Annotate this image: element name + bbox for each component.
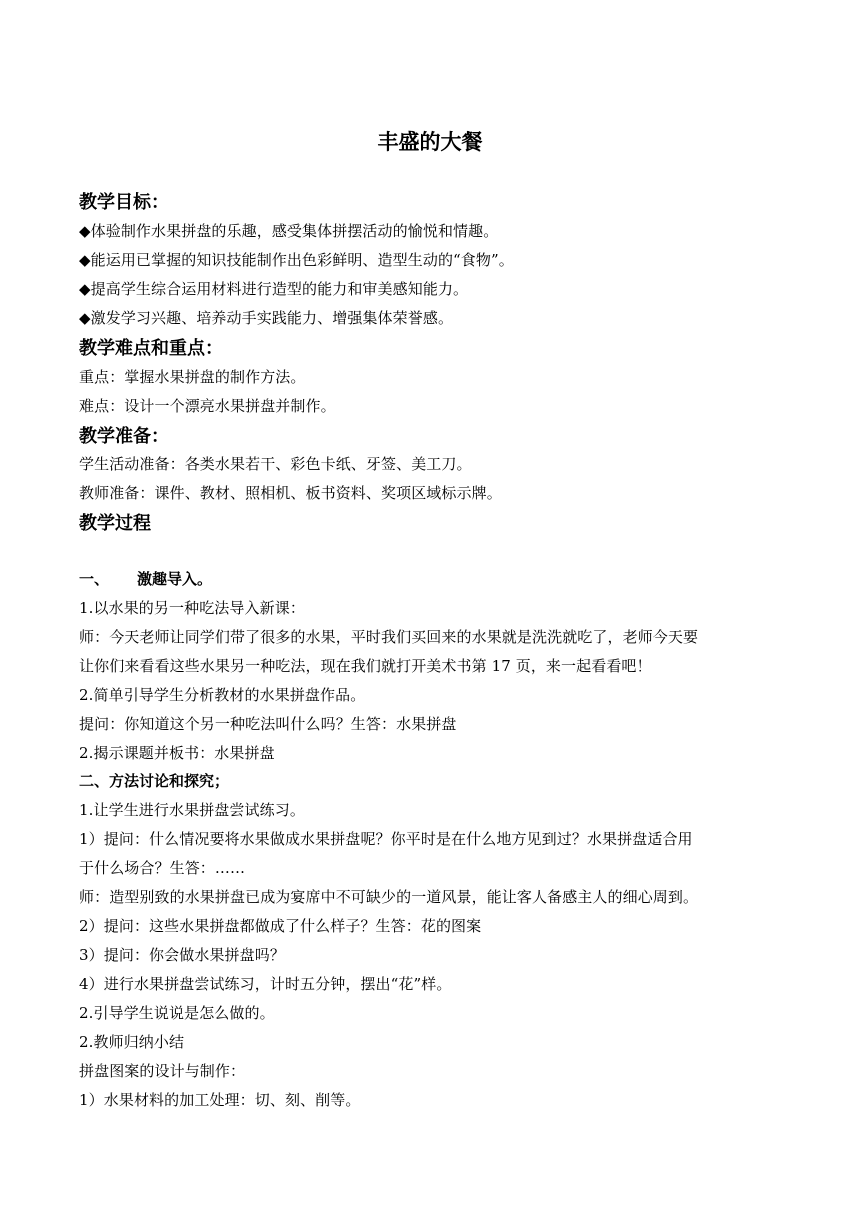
- step1-line: 2.简单引导学生分析教材的水果拼盘作品。: [79, 686, 366, 704]
- goal-item: ◆能运用已掌握的知识技能制作出色彩鲜明、造型生动的“食物”。: [79, 251, 514, 269]
- step1-number: 一、: [79, 570, 110, 588]
- goal-item: ◆激发学习兴趣、培养动手实践能力、增强集体荣誉感。: [79, 309, 454, 327]
- process-heading: 教学过程: [79, 513, 151, 534]
- goal-item: ◆体验制作水果拼盘的乐趣，感受集体拼摆活动的愉悦和情趣。: [79, 222, 499, 240]
- step2-line: 3）提问：你会做水果拼盘吗？: [79, 946, 285, 964]
- preparation-line: 学生活动准备：各类水果若干、彩色卡纸、牙签、美工刀。: [79, 455, 472, 473]
- key-points-heading: 教学难点和重点：: [79, 338, 223, 359]
- step2-line: 2.教师归纳小结: [79, 1033, 185, 1051]
- step2-line: 1.让学生进行水果拼盘尝试练习。: [79, 801, 305, 819]
- key-point-line: 重点：掌握水果拼盘的制作方法。: [79, 368, 306, 386]
- key-point-line: 难点：设计一个漂亮水果拼盘并制作。: [79, 397, 336, 415]
- step1-heading: [79, 568, 212, 589]
- step2-line: 师：造型别致的水果拼盘已成为宴席中不可缺少的一道风景，能让客人备感主人的细心周到。: [79, 888, 699, 906]
- step2-line: 2）提问：这些水果拼盘都做成了什么样子？生答：花的图案: [79, 917, 482, 935]
- step1-title: 激趣导入。: [137, 570, 213, 588]
- step1-line: 提问：你知道这个另一种吃法叫什么吗？生答：水果拼盘: [79, 715, 457, 733]
- document-title: 丰盛的大餐: [377, 130, 483, 154]
- step2-line: 1）水果材料的加工处理：切、刻、削等。: [79, 1091, 361, 1109]
- step1-line: 2.揭示课题并板书：水果拼盘: [79, 744, 275, 762]
- step2-line: 4）进行水果拼盘尝试练习，计时五分钟，摆出“花”样。: [79, 975, 452, 993]
- goals-heading: 教学目标：: [79, 192, 169, 213]
- step1-line: 师：今天老师让同学们带了很多的水果，平时我们买回来的水果就是洗洗就吃了，老师今天要: [79, 628, 699, 646]
- step2-line: 于什么场合？生答：……: [79, 859, 246, 877]
- step1-line: 让你们来看看这些水果另一种吃法，现在我们就打开美术书第 17 页，来一起看看吧！: [79, 657, 652, 675]
- preparation-line: 教师准备：课件、教材、照相机、板书资料、奖项区域标示牌。: [79, 484, 502, 502]
- step2-heading: 二、方法讨论和探究；: [79, 772, 230, 790]
- step1-line: 1.以水果的另一种吃法导入新课：: [79, 599, 305, 617]
- preparation-heading: 教学准备：: [79, 426, 169, 447]
- step2-line: 1）提问：什么情况要将水果做成水果拼盘呢？你平时是在什么地方见到过？水果拼盘适合用: [79, 830, 693, 848]
- step2-line: 拼盘图案的设计与制作：: [79, 1062, 246, 1080]
- step2-line: 2.引导学生说说是怎么做的。: [79, 1004, 275, 1022]
- goal-item: ◆提高学生综合运用材料进行造型的能力和审美感知能力。: [79, 280, 469, 298]
